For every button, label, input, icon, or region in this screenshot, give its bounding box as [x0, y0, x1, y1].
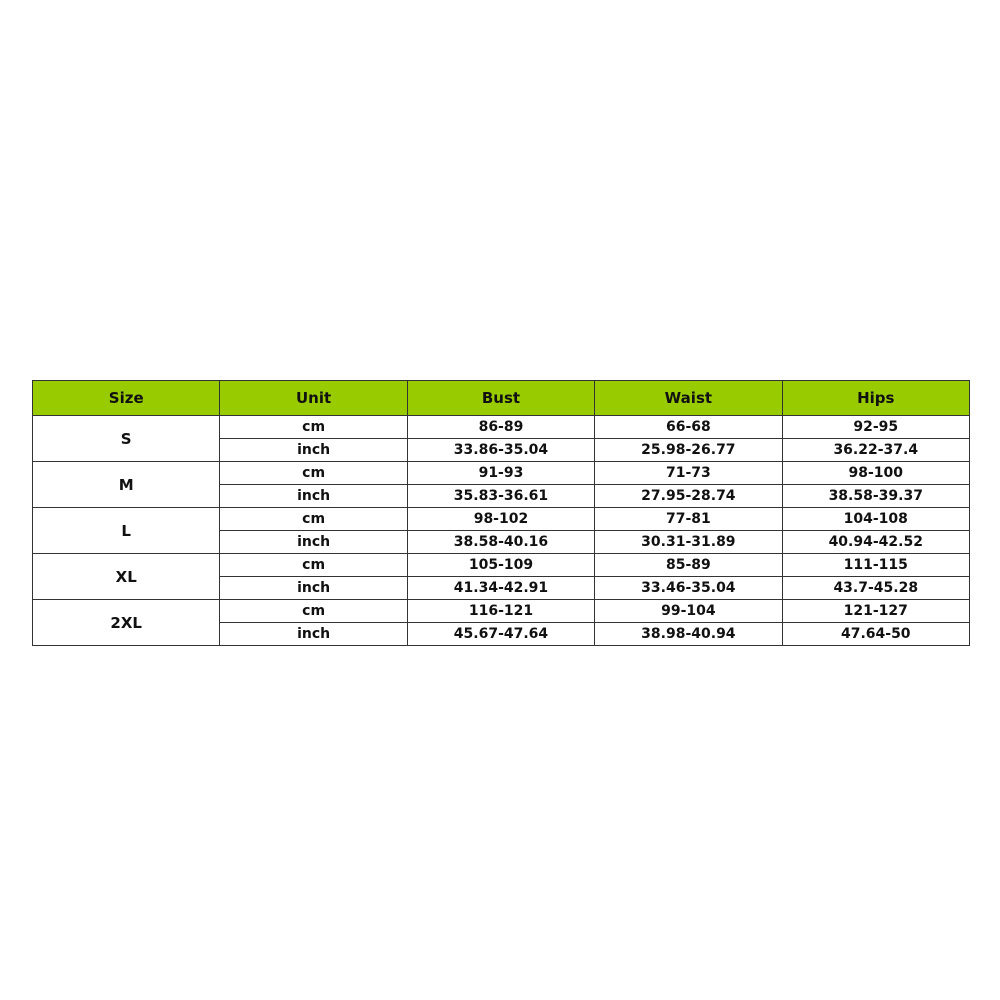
bust-cell: 105-109 — [407, 554, 594, 577]
unit-cell: inch — [220, 623, 407, 646]
unit-cell: inch — [220, 531, 407, 554]
hips-cell: 92-95 — [782, 416, 969, 439]
waist-cell: 27.95-28.74 — [595, 485, 782, 508]
waist-cell: 33.46-35.04 — [595, 577, 782, 600]
hips-cell: 40.94-42.52 — [782, 531, 969, 554]
unit-cell: inch — [220, 577, 407, 600]
header-row — [33, 381, 970, 416]
unit-cell: inch — [220, 439, 407, 462]
bust-cell: 35.83-36.61 — [407, 485, 594, 508]
waist-cell: 30.31-31.89 — [595, 531, 782, 554]
waist-cell: 77-81 — [595, 508, 782, 531]
column-header-hips: Hips — [782, 381, 969, 416]
bust-cell: 98-102 — [407, 508, 594, 531]
hips-cell: 47.64-50 — [782, 623, 969, 646]
waist-cell: 66-68 — [595, 416, 782, 439]
hips-cell: 104-108 — [782, 508, 969, 531]
bust-cell: 86-89 — [407, 416, 594, 439]
size-cell-2xl: 2XL — [33, 600, 220, 646]
table-row — [33, 508, 970, 531]
size-cell-l: L — [33, 508, 220, 554]
unit-cell: cm — [220, 462, 407, 485]
unit-cell: cm — [220, 508, 407, 531]
bust-cell: 33.86-35.04 — [407, 439, 594, 462]
hips-cell: 98-100 — [782, 462, 969, 485]
hips-cell: 36.22-37.4 — [782, 439, 969, 462]
waist-cell: 71-73 — [595, 462, 782, 485]
bust-cell: 45.67-47.64 — [407, 623, 594, 646]
waist-cell: 85-89 — [595, 554, 782, 577]
column-header-waist: Waist — [595, 381, 782, 416]
hips-cell: 43.7-45.28 — [782, 577, 969, 600]
hips-cell: 111-115 — [782, 554, 969, 577]
bust-cell: 38.58-40.16 — [407, 531, 594, 554]
table-row — [33, 416, 970, 439]
unit-cell: cm — [220, 600, 407, 623]
unit-cell: cm — [220, 554, 407, 577]
hips-cell: 38.58-39.37 — [782, 485, 969, 508]
hips-cell: 121-127 — [782, 600, 969, 623]
table-header — [33, 381, 970, 416]
column-header-size: Size — [33, 381, 220, 416]
size-cell-m: M — [33, 462, 220, 508]
size-cell-s: S — [33, 416, 220, 462]
bust-cell: 91-93 — [407, 462, 594, 485]
column-header-unit: Unit — [220, 381, 407, 416]
table-row — [33, 462, 970, 485]
waist-cell: 38.98-40.94 — [595, 623, 782, 646]
table-body — [33, 416, 970, 646]
bust-cell: 41.34-42.91 — [407, 577, 594, 600]
unit-cell: inch — [220, 485, 407, 508]
size-chart-table — [32, 380, 970, 646]
waist-cell: 99-104 — [595, 600, 782, 623]
size-cell-xl: XL — [33, 554, 220, 600]
waist-cell: 25.98-26.77 — [595, 439, 782, 462]
bust-cell: 116-121 — [407, 600, 594, 623]
table-row — [33, 554, 970, 577]
table-row — [33, 600, 970, 623]
unit-cell: cm — [220, 416, 407, 439]
column-header-bust: Bust — [407, 381, 594, 416]
